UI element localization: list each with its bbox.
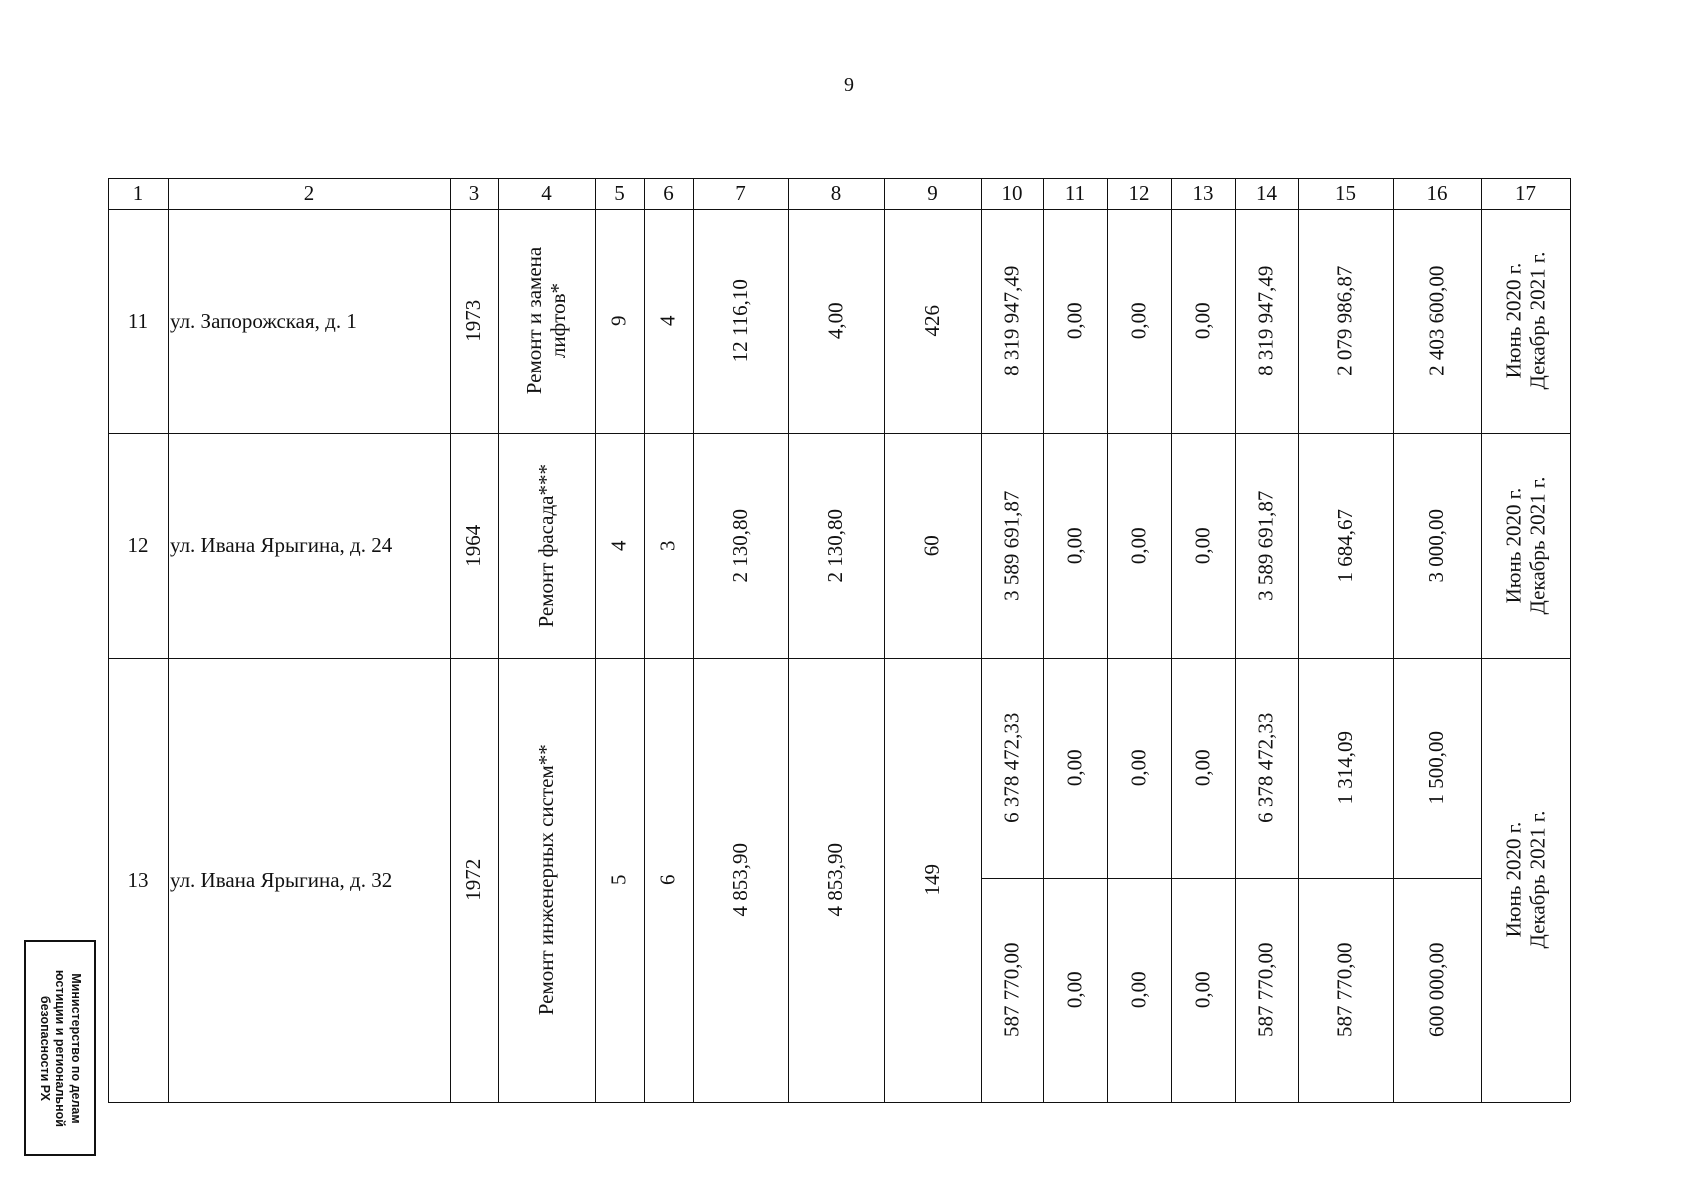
row-13-bottom-col-13-text: 0,00 [1190,971,1215,1009]
row-11-work-type-text: Ремонт и замена лифтов* [521,247,570,395]
row-12-work-type [498,433,595,658]
header-col-9: 9 [927,181,938,205]
row-12-year [450,433,498,658]
header-col-3: 3 [468,181,480,205]
row-12-col-8 [788,433,884,658]
row-13-bottom-col-11 [1043,878,1107,1102]
row-11-col-15 [1298,209,1393,433]
row-13-top-col-10-text: 6 378 472,33 [999,712,1024,824]
row-11-year [450,209,498,433]
row-13-top-col-15 [1298,658,1393,878]
row-13-col-6-text: 6 [655,874,680,886]
row-12-col-14 [1235,433,1298,658]
capital-repair-table [108,178,1570,1102]
row-13-bottom-col-14-text: 587 770,00 [1253,942,1278,1038]
header-col-13: 13 [1192,181,1214,205]
row-13-number-text: 13 [127,867,149,892]
row-11-col-8 [788,209,884,433]
row-13-period [1481,658,1570,1102]
header-col-8: 8 [830,181,842,205]
row-12-col-15 [1298,433,1393,658]
row-13-work-type [498,658,595,1102]
row-11-work-type [498,209,595,433]
header-col-2: 2 [303,181,315,205]
row-13-col-9 [884,658,981,1102]
row-13-top-col-14-text: 6 378 472,33 [1253,712,1278,824]
row-13-col-8 [788,658,884,1102]
row-11-col-12 [1107,209,1171,433]
row-12-col-9 [884,433,981,658]
row-13-col-8-text: 4 853,90 [823,843,848,917]
row-11-col-16 [1393,209,1481,433]
header-col-10: 10 [1001,181,1023,205]
row-11-col-15-text: 2 079 986,87 [1332,265,1357,377]
row-12-col-6-text: 3 [655,540,680,551]
row-12-col-5-text: 4 [606,540,631,551]
row-12-address-text: ул. Ивана Ярыгина, д. 24 [170,533,393,557]
row-13-col-5 [595,658,644,1102]
row-13-col-6 [644,658,693,1102]
row-13-year [450,658,498,1102]
header-col-4: 4 [541,181,552,205]
row-13-bottom-col-15-text: 587 770,00 [1332,942,1357,1038]
row-11-year-text: 1973 [461,299,486,342]
row-13-top-col-12-text: 0,00 [1126,749,1151,787]
row-12-year-text: 1964 [461,524,486,567]
row-12-period [1481,433,1570,658]
row-12-col-16 [1393,433,1481,658]
row-12-col-11-text: 0,00 [1062,527,1087,564]
row-13-col-7 [693,658,788,1102]
column-border-17 [1570,178,1571,1102]
header-col-5: 5 [614,181,625,205]
row-12-col-13 [1171,433,1235,658]
row-13-top-col-12 [1107,658,1171,878]
header-col-1: 1 [132,181,144,205]
row-11-col-13 [1171,209,1235,433]
row-11-col-7 [693,209,788,433]
page-number: 9 [844,74,854,96]
row-13-top-col-13-text: 0,00 [1190,749,1215,787]
row-11-period-text: Июнь 2020 г. Декабрь 2021 г. [1500,252,1549,390]
row-11-period [1481,209,1570,433]
row-11-col-5-text: 9 [606,315,631,327]
row-13-bottom-col-15 [1298,878,1393,1102]
header-col-6: 6 [663,181,674,205]
row-11-col-11 [1043,209,1107,433]
row-13-top-col-11-text: 0,00 [1062,749,1087,787]
row-12-period-text: Июнь 2020 г. Декабрь 2021 г. [1500,476,1549,615]
header-col-17: 17 [1515,181,1536,205]
row-11-col-14 [1235,209,1298,433]
row-11-col-5 [595,209,644,433]
row-13-year-text: 1972 [461,858,486,901]
row-13-bottom-col-12-text: 0,00 [1126,971,1151,1009]
row-13-address-text: ул. Ивана Ярыгина, д. 32 [170,867,393,892]
row-12-col-8-text: 2 130,80 [823,508,848,583]
row-12-col-10 [981,433,1043,658]
row-13-col-9-text: 149 [919,864,944,896]
row-12-number [108,433,168,658]
row-13-top-col-13 [1171,658,1235,878]
row-11-col-12-text: 0,00 [1126,302,1151,340]
row-11-col-6 [644,209,693,433]
row-13-bottom-col-16-text: 600 000,00 [1424,942,1449,1038]
stamp-text: Министерство по делам юстиции и региональной безопасности РХ [38,969,84,1127]
row-11-col-14-text: 8 319 947,49 [1253,265,1278,377]
row-12-col-7-text: 2 130,80 [727,508,752,583]
row-12-col-16-text: 3 000,00 [1424,508,1449,583]
row-13-number [108,658,168,1102]
row-12-col-11 [1043,433,1107,658]
row-12-number-text: 12 [127,533,149,557]
row-13-work-type-text: Ремонт инженерных систем** [533,744,558,1016]
row-13-bottom-col-11-text: 0,00 [1062,971,1087,1009]
row-13-bottom-col-12 [1107,878,1171,1102]
row-12-col-13-text: 0,00 [1190,527,1215,564]
row-12-work-type-text: Ремонт фасада*** [533,463,558,628]
row-11-col-16-text: 2 403 600,00 [1424,265,1449,377]
row-12-col-6 [644,433,693,658]
ministry-stamp [24,940,96,1156]
row-11-col-8-text: 4,00 [823,302,848,340]
row-11-col-6-text: 4 [655,315,680,327]
row-11-col-9-text: 426 [919,305,944,337]
row-13-top-col-16 [1393,658,1481,878]
row-12-col-5 [595,433,644,658]
row-12-col-15-text: 1 684,67 [1332,508,1357,583]
row-12-col-10-text: 3 589 691,87 [999,490,1024,601]
row-border-4 [108,1102,1570,1103]
header-col-14: 14 [1256,181,1277,205]
row-12-col-14-text: 3 589 691,87 [1253,490,1278,601]
row-13-col-7-text: 4 853,90 [727,843,752,917]
row-13-top-col-16-text: 1 500,00 [1424,731,1449,805]
row-13-bottom-col-14 [1235,878,1298,1102]
header-col-11: 11 [1064,181,1086,205]
row-12-col-9-text: 60 [919,534,944,556]
row-13-col-5-text: 5 [606,874,631,886]
header-col-15: 15 [1335,181,1356,205]
row-13-top-col-10 [981,658,1043,878]
row-11-col-13-text: 0,00 [1190,302,1215,340]
row-13-top-col-14 [1235,658,1298,878]
row-13-top-col-15-text: 1 314,09 [1332,731,1357,805]
row-11-col-11-text: 0,00 [1062,302,1087,340]
row-12-col-12-text: 0,00 [1126,527,1151,564]
row-13-bottom-col-10 [981,878,1043,1102]
row-13-top-col-11 [1043,658,1107,878]
header-col-12: 12 [1128,181,1150,205]
row-13-bottom-col-13 [1171,878,1235,1102]
header-col-7: 7 [735,181,746,205]
row-13-period-text: Июнь 2020 г. Декабрь 2021 г. [1500,811,1549,949]
row-13-bottom-col-16 [1393,878,1481,1102]
row-11-col-9 [884,209,981,433]
row-12-col-12 [1107,433,1171,658]
row-11-address-text: ул. Запорожская, д. 1 [170,308,357,333]
row-11-col-7-text: 12 116,10 [727,279,752,363]
row-11-number [108,209,168,433]
row-11-address [168,209,452,433]
row-13-bottom-col-10-text: 587 770,00 [999,942,1024,1038]
row-11-col-10 [981,209,1043,433]
row-11-number-text: 11 [127,308,149,333]
row-12-address [168,433,452,658]
row-12-col-7 [693,433,788,658]
row-13-address [168,658,452,1102]
row-11-col-10-text: 8 319 947,49 [999,265,1024,377]
header-col-16: 16 [1426,181,1448,205]
